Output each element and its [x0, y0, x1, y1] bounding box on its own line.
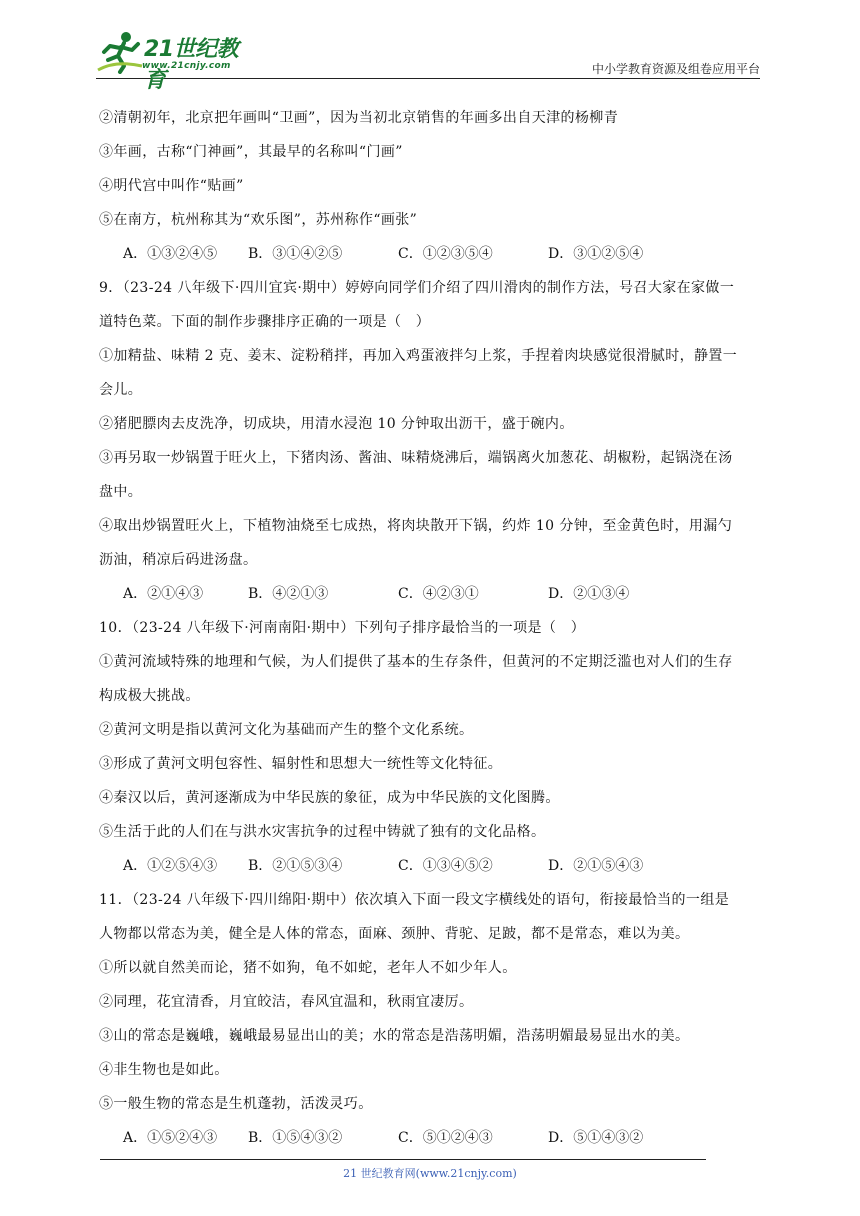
- q10-sentence-4: ④秦汉以后，黄河逐渐成为中华民族的象征，成为中华民族的文化图腾。: [99, 790, 560, 806]
- q11-paragraph: 人物都以常态为美，健全是人体的常态，面麻、颈肿、背驼、足跛，都不是常态，难以为美。: [99, 926, 690, 942]
- q9-stem-cont: 道特色菜。下面的制作步骤排序正确的一项是（ ）: [99, 314, 431, 330]
- q10-option-b[interactable]: B．②①⑤③④: [248, 858, 343, 874]
- q8-item-2: ②清朝初年，北京把年画叫“卫画”，因为当初北京销售的年画多出自天津的杨柳青: [99, 110, 619, 126]
- q10-sentence-1: ①黄河流域特殊的地理和气候，为人们提供了基本的生存条件，但黄河的不定期泛滥也对人们的生存: [99, 654, 733, 670]
- q8-item-5: ⑤在南方，杭州称其为“欢乐图”，苏州称作“画张”: [99, 212, 418, 228]
- platform-title: 中小学教育资源及组卷应用平台: [591, 62, 760, 76]
- page-header: [96, 28, 760, 93]
- q10-option-c[interactable]: C．①③④⑤②: [398, 858, 493, 874]
- running-figure-icon: [96, 30, 144, 74]
- q9-step-3-cont: 盘中。: [99, 484, 143, 500]
- q9-step-3: ③再另取一炒锅置于旺火上，下猪肉汤、酱油、味精烧沸后，端锅离火加葱花、胡椒粉，起锅浇在汤: [99, 450, 733, 466]
- q8-item-3: ③年画，古称“门神画”，其最早的名称叫“门画”: [99, 144, 403, 160]
- q11-sentence-2: ②同理，花宜清香，月宜皎洁，春风宜温和，秋雨宜凄厉。: [99, 994, 474, 1010]
- q9-option-b[interactable]: B．④②①③: [248, 586, 329, 602]
- q9-step-1-cont: 会儿。: [99, 382, 143, 398]
- question-content: [99, 101, 764, 1155]
- q9-step-4: ④取出炒锅置旺火上，下植物油烧至七成热，将肉块散开下锅，约炸 10 分钟，至金黄色时，用漏勺: [99, 518, 733, 534]
- q11-option-a[interactable]: A．①⑤②④③: [123, 1130, 218, 1146]
- q8-options: [99, 237, 764, 271]
- q11-sentence-3: ③山的常态是巍峨，巍峨最易显出山的美；水的常态是浩荡明媚，浩荡明媚最易显出水的美。: [99, 1028, 690, 1044]
- q8-item-4: ④明代宫中叫作“贴画”: [99, 178, 244, 194]
- q9-option-a[interactable]: A．②①④③: [123, 586, 204, 602]
- q10-sentence-3: ③形成了黄河文明包容性、辐射性和思想大一统性等文化特征。: [99, 756, 503, 772]
- q9-stem: 9．（23-24 八年级下·四川宜宾·期中）婷婷向同学们介绍了四川滑肉的制作方法，号召大家在家做一: [99, 280, 735, 296]
- q10-sentence-5: ⑤生活于此的人们在与洪水灾害抗争的过程中铸就了独有的文化品格。: [99, 824, 546, 840]
- q10-option-d[interactable]: D．②①⑤④③: [548, 858, 644, 874]
- q11-sentence-4: ④非生物也是如此。: [99, 1062, 229, 1078]
- footer-divider: [100, 1159, 706, 1160]
- q11-option-d[interactable]: D．⑤①④③②: [548, 1130, 644, 1146]
- q11-stem: 11．（23-24 八年级下·四川绵阳·期中）依次填入下面一段文字横线处的语句，衔接最恰当的一组是: [99, 892, 730, 908]
- q10-options: [99, 849, 764, 883]
- q10-option-a[interactable]: A．①②⑤④③: [123, 858, 218, 874]
- q9-options: [99, 577, 764, 611]
- q8-option-a[interactable]: A．①③②④⑤: [123, 246, 218, 262]
- q10-sentence-2: ②黄河文明是指以黄河文化为基础而产生的整个文化系统。: [99, 722, 474, 738]
- q11-option-b[interactable]: B．①⑤④③②: [248, 1130, 343, 1146]
- page-footer[interactable]: 21 世纪教育网(www.21cnjy.com): [343, 1167, 517, 1180]
- site-logo[interactable]: [96, 28, 256, 93]
- q9-option-c[interactable]: C．④②③①: [398, 586, 479, 602]
- q11-sentence-5: ⑤一般生物的常态是生机蓬勃，活泼灵巧。: [99, 1096, 373, 1112]
- q9-step-2: ②猪肥膘肉去皮洗净，切成块，用清水浸泡 10 分钟取出沥干，盛于碗内。: [99, 416, 574, 432]
- q8-option-c[interactable]: C．①②③⑤④: [398, 246, 493, 262]
- logo-text: 21世纪教育: [144, 37, 239, 93]
- q11-sentence-1: ①所以就自然美而论，猪不如狗，龟不如蛇，老年人不如少年人。: [99, 960, 517, 976]
- q8-option-b[interactable]: B．③①④②⑤: [248, 246, 343, 262]
- q9-option-d[interactable]: D．②①③④: [548, 586, 630, 602]
- q9-step-1: ①加精盐、味精 2 克、姜末、淀粉稍拌，再加入鸡蛋液拌匀上浆，手捏着肉块感觉很滑腻时，静置一: [99, 348, 738, 364]
- q9-step-4-cont: 沥油，稍凉后码进汤盘。: [99, 552, 258, 568]
- q11-options: [99, 1121, 764, 1155]
- q11-option-c[interactable]: C．⑤①②④③: [398, 1130, 493, 1146]
- logo-url: www.21cnjy.com: [142, 61, 231, 71]
- q10-stem: 10．（23-24 八年级下·河南南阳·期中）下列句子排序最恰当的一项是（ ）: [99, 620, 586, 636]
- q8-option-d[interactable]: D．③①②⑤④: [548, 246, 644, 262]
- q10-sentence-1-cont: 构成极大挑战。: [99, 688, 200, 704]
